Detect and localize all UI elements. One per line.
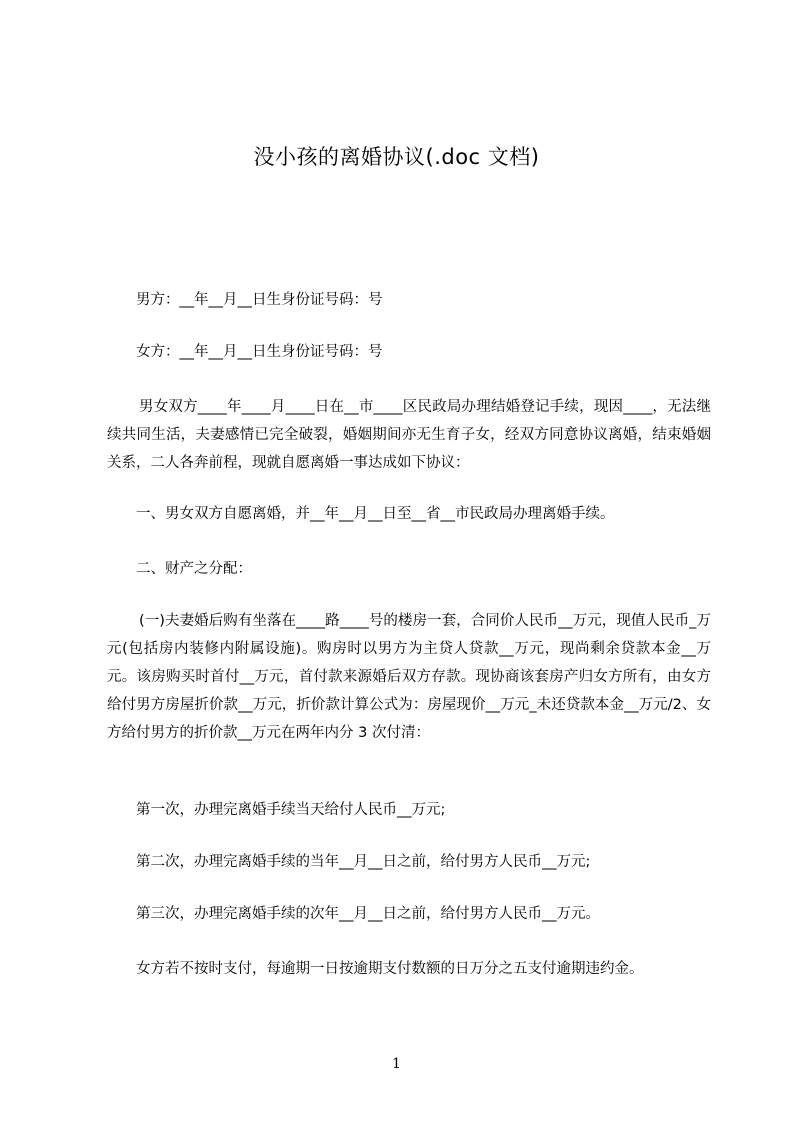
installment-3-paragraph: 第三次，办理完离婚手续的次年__月__日之前，给付男方人民币__万元。	[136, 906, 600, 922]
document-title: 没小孩的离婚协议(.doc 文档)	[253, 145, 540, 169]
article-1-paragraph: 一、男女双方自愿离婚，并__年__月__日至__省__市民政局办理离婚手续。	[136, 506, 615, 522]
installment-1-paragraph: 第一次，办理完离婚手续当天给付人民币__万元;	[136, 802, 446, 818]
intro-paragraph: 男女双方____年____月____日在__市____区民政局办理结婚登记手续，现因____，无法继续共同生活，夫妻感情已完全破裂，婚姻期间亦无生育子女，经双方同意协议离婚，结束婚姻关系，二人各奔前程，现就自愿离婚一事达成如下协议：	[107, 399, 711, 471]
property-paragraph: (一)夫妻婚后购有坐落在____路____号的楼房一套，合同价人民币__万元，现值人民币_万元(包括房内装修内附属设施)。购房时以男方为主贷人贷款__万元，现尚剩余贷款本金__万元。该房购买时首付__万元，首付款来源婚后双方存款。现协商该套房产归女方所有，由女方给付男方房屋折价款__万元，折价款计算公式为：房屋现价__万元_未还贷款本金__万元/2、女方给付男方的折价款__万元在两年内分 3 次付清：	[107, 613, 711, 741]
installment-2-paragraph: 第二次，办理完离婚手续的当年__月__日之前，给付男方人民币__万元;	[136, 854, 591, 870]
female-party-paragraph: 女方：__年__月__日生身份证号码：号	[136, 344, 383, 360]
male-party-paragraph: 男方：__年__月__日生身份证号码：号	[136, 292, 383, 308]
page-number: 1	[392, 1056, 401, 1072]
article-2-heading: 二、财产之分配：	[136, 561, 252, 577]
late-penalty-paragraph: 女方若不按时支付，每逾期一日按逾期支付数额的日万分之五支付逾期违约金。	[136, 961, 644, 977]
